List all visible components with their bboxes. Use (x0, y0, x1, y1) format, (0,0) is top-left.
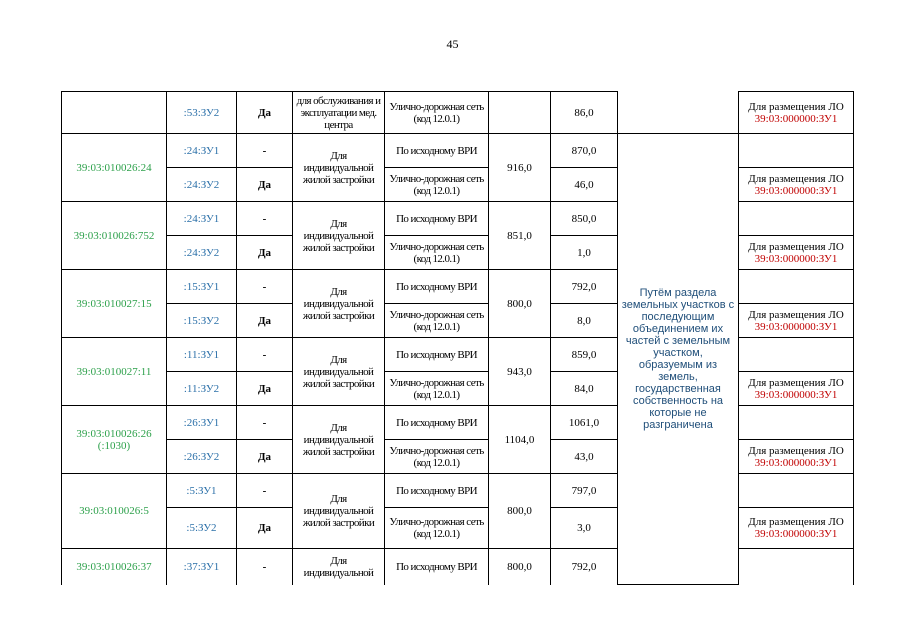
lo-cell (739, 304, 854, 338)
flag-cell: - (237, 406, 293, 440)
total-area-cell: 800,0 (489, 549, 551, 585)
use-cell: Для индивидуальной жилой застройки (293, 134, 385, 202)
cadastral-number-cell: 39:03:010027:15 (62, 270, 167, 338)
use-cell: Для индивидуальной жилой застройки (293, 338, 385, 406)
flag-cell: - (237, 134, 293, 168)
vri-cell: По исходному ВРИ (385, 474, 489, 508)
area-cell: 43,0 (551, 440, 618, 474)
zu-cell: :15:ЗУ2 (167, 304, 237, 338)
area-cell: 46,0 (551, 168, 618, 202)
lo-label: Для размещения ЛО (748, 444, 844, 457)
lo-label: Для размещения ЛО (748, 516, 844, 528)
lo-cell-empty (739, 270, 854, 304)
lo-code: 39:03:000000:ЗУ1 (754, 456, 838, 469)
vri-cell: По исходному ВРИ (385, 406, 489, 440)
vri-cell: Улично-дорожная сеть (код 12.0.1) (385, 92, 489, 134)
land-plots-table (61, 91, 854, 585)
cadastral-number-cell: 39:03:010027:11 (62, 338, 167, 406)
flag-cell: Да (237, 372, 293, 406)
flag-cell: Да (237, 92, 293, 134)
lo-cell-empty (739, 134, 854, 168)
zu-cell: :24:ЗУ1 (167, 134, 237, 168)
lo-cell (739, 508, 854, 549)
zu-cell: :24:ЗУ1 (167, 202, 237, 236)
zu-cell: :5:ЗУ2 (167, 508, 237, 549)
lo-code: 39:03:000000:ЗУ1 (754, 112, 838, 125)
vri-cell: Улично-дорожная сеть (код 12.0.1) (385, 372, 489, 406)
area-cell: 859,0 (551, 338, 618, 372)
cadastral-number-cell: 39:03:010026:37 (62, 549, 167, 585)
flag-cell: Да (237, 304, 293, 338)
lo-code: 39:03:000000:ЗУ1 (754, 252, 838, 265)
vri-cell: Улично-дорожная сеть (код 12.0.1) (385, 304, 489, 338)
zu-cell: :24:ЗУ2 (167, 168, 237, 202)
lo-label: Для размещения ЛО (748, 240, 844, 253)
flag-cell: Да (237, 236, 293, 270)
area-cell: 1,0 (551, 236, 618, 270)
use-cell: Для индивидуальной жилой застройки (293, 202, 385, 270)
lo-code: 39:03:000000:ЗУ1 (754, 528, 838, 540)
zu-cell: :26:ЗУ1 (167, 406, 237, 440)
flag-cell: - (237, 202, 293, 236)
flag-cell: - (237, 338, 293, 372)
total-area-cell: 851,0 (489, 202, 551, 270)
area-cell: 1061,0 (551, 406, 618, 440)
use-cell: Для индивидуальной (293, 549, 385, 585)
lo-code: 39:03:000000:ЗУ1 (754, 388, 838, 401)
lo-cell (739, 92, 854, 134)
zu-cell: :37:ЗУ1 (167, 549, 237, 585)
use-cell: Для индивидуальной жилой застройки (293, 270, 385, 338)
zu-cell: :11:ЗУ1 (167, 338, 237, 372)
area-cell: 870,0 (551, 134, 618, 168)
cadastral-number-cell: 39:03:010026:24 (62, 134, 167, 202)
lo-label: Для размещения ЛО (748, 376, 844, 389)
area-cell: 8,0 (551, 304, 618, 338)
zu-cell: :15:ЗУ1 (167, 270, 237, 304)
vri-cell: Улично-дорожная сеть (код 12.0.1) (385, 508, 489, 549)
vri-cell: Улично-дорожная сеть (код 12.0.1) (385, 236, 489, 270)
lo-cell (739, 236, 854, 270)
lo-label: Для размещения ЛО (748, 172, 844, 185)
cadastral-number-cell: 39:03:010026:26 (:1030) (62, 406, 167, 474)
vri-cell: По исходному ВРИ (385, 134, 489, 168)
method-cell-empty (739, 549, 854, 585)
lo-cell (739, 168, 854, 202)
total-area-cell: 800,0 (489, 270, 551, 338)
total-area-cell-empty (489, 92, 551, 134)
zu-cell: :5:ЗУ1 (167, 474, 237, 508)
lo-cell-empty (739, 474, 854, 508)
flag-cell: Да (237, 440, 293, 474)
area-cell: 792,0 (551, 549, 618, 585)
page-number: 45 (446, 37, 459, 51)
lo-code: 39:03:000000:ЗУ1 (754, 184, 838, 197)
vri-cell: По исходному ВРИ (385, 338, 489, 372)
flag-cell: - (237, 549, 293, 585)
vri-cell: По исходному ВРИ (385, 549, 489, 585)
cadastral-cell-empty (62, 92, 167, 134)
cadastral-number-cell: 39:03:010026:5 (62, 474, 167, 549)
vri-cell: По исходному ВРИ (385, 270, 489, 304)
total-area-cell: 916,0 (489, 134, 551, 202)
vri-cell: Улично-дорожная сеть (код 12.0.1) (385, 440, 489, 474)
flag-cell: Да (237, 168, 293, 202)
area-cell: 792,0 (551, 270, 618, 304)
lo-cell (739, 372, 854, 406)
area-cell: 850,0 (551, 202, 618, 236)
area-cell: 3,0 (551, 508, 618, 549)
lo-label: Для размещения ЛО (748, 308, 844, 321)
cadastral-number-cell: 39:03:010026:752 (62, 202, 167, 270)
zu-cell: :53:ЗУ2 (167, 92, 237, 134)
method-cell-empty (618, 92, 739, 134)
use-cell: для обслуживания и эксплуатации мед. центра (293, 92, 385, 134)
flag-cell: - (237, 474, 293, 508)
lo-code: 39:03:000000:ЗУ1 (754, 320, 838, 333)
vri-cell: Улично-дорожная сеть (код 12.0.1) (385, 168, 489, 202)
lo-cell-empty (739, 202, 854, 236)
flag-cell: - (237, 270, 293, 304)
total-area-cell: 800,0 (489, 474, 551, 549)
use-cell: Для индивидуальной жилой застройки (293, 406, 385, 474)
total-area-cell: 1104,0 (489, 406, 551, 474)
lo-cell-empty (739, 406, 854, 440)
lo-cell-empty (739, 338, 854, 372)
area-cell: 797,0 (551, 474, 618, 508)
zu-cell: :11:ЗУ2 (167, 372, 237, 406)
area-cell: 84,0 (551, 372, 618, 406)
flag-cell: Да (237, 508, 293, 549)
table-row (62, 92, 854, 134)
area-cell: 86,0 (551, 92, 618, 134)
zu-cell: :26:ЗУ2 (167, 440, 237, 474)
use-cell: Для индивидуальной жилой застройки (293, 474, 385, 549)
lo-cell (739, 440, 854, 474)
total-area-cell: 943,0 (489, 338, 551, 406)
table-row (62, 134, 854, 168)
method-cell: Путём раздела земельных участков с последующим объединением их частей с земельным участком, образуемым из земель, государственная собственность на которые не разграничена (618, 134, 739, 585)
vri-cell: По исходному ВРИ (385, 202, 489, 236)
zu-cell: :24:ЗУ2 (167, 236, 237, 270)
lo-label: Для размещения ЛО (748, 100, 844, 113)
